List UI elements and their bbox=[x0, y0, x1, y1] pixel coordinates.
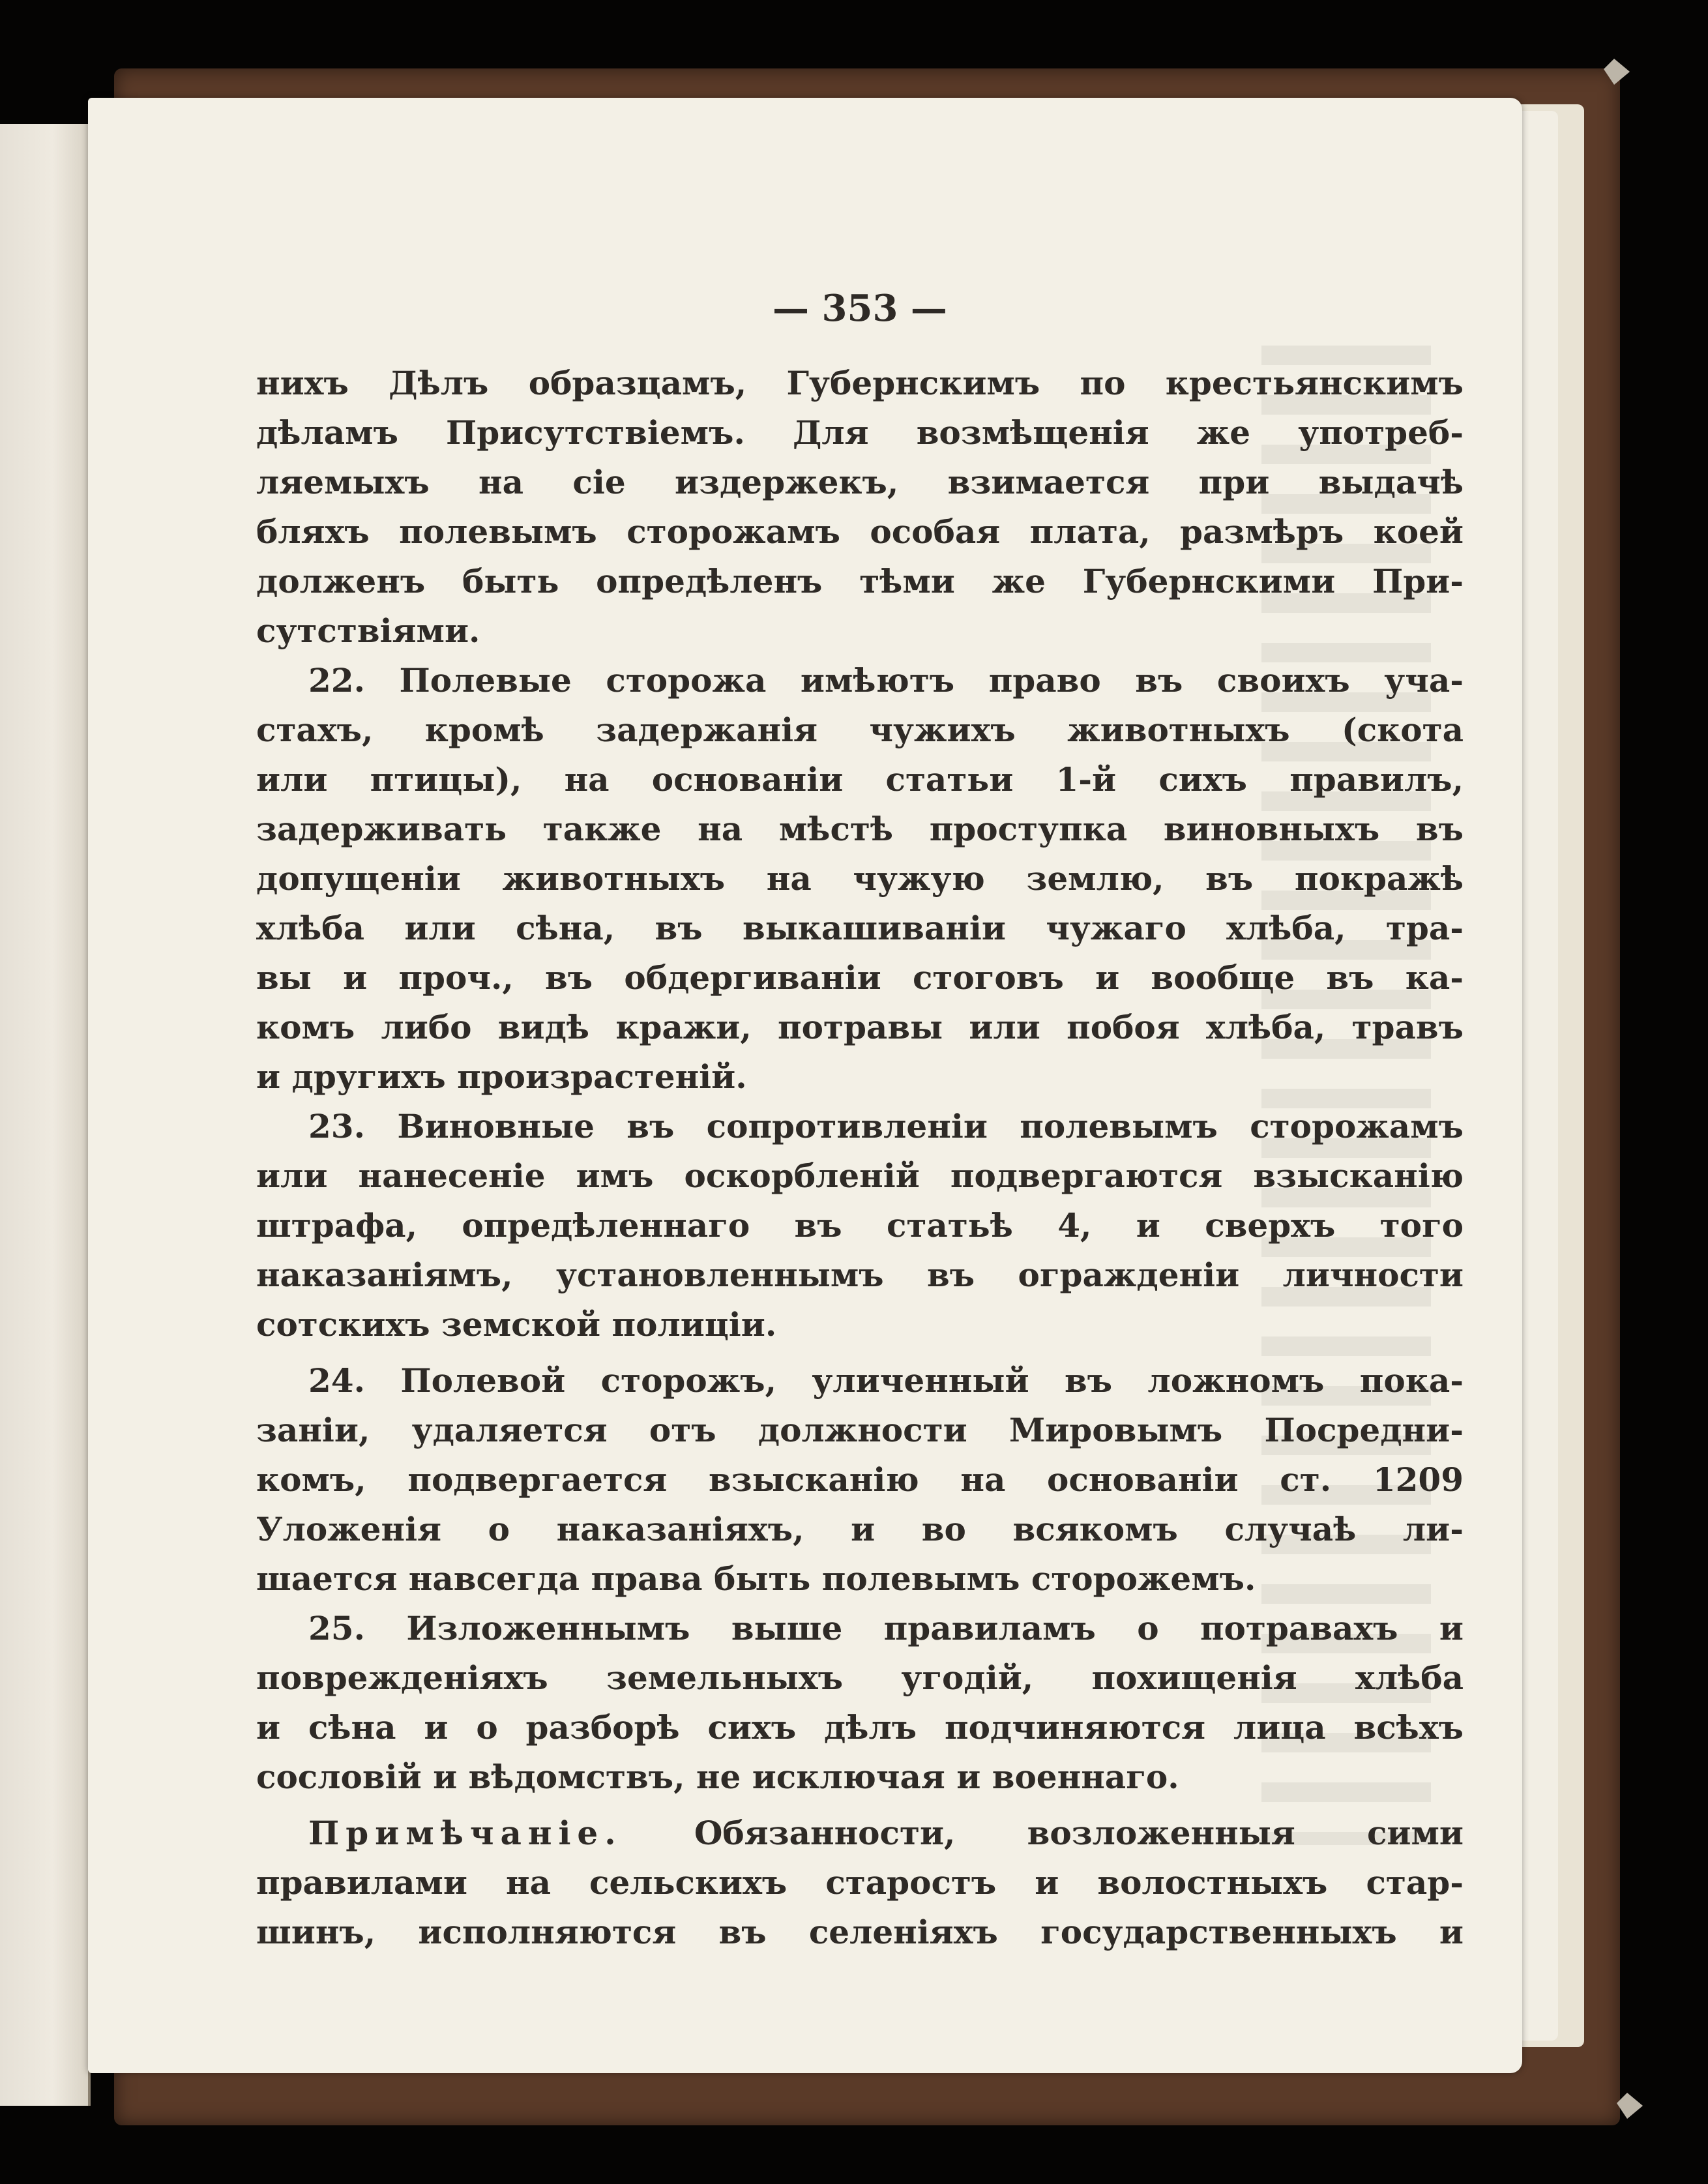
text-line: сутствіями. bbox=[256, 612, 480, 650]
text-line: Уложенія о наказаніяхъ, и во всякомъ случаѣ ли- bbox=[256, 1510, 1464, 1548]
text-line: 24. Полевой сторожъ, уличенный въ ложномъ пока- bbox=[308, 1361, 1464, 1400]
text-line: хлѣба или сѣна, въ выкашиваніи чужаго хлѣба, тра- bbox=[256, 909, 1464, 947]
page-number: — 353 — bbox=[773, 287, 947, 330]
text-line: шинъ, исполняются въ селеніяхъ государственныхъ и bbox=[256, 1913, 1464, 1951]
note-line bbox=[256, 1812, 1464, 1855]
text-line: поврежденіяхъ земельныхъ угодій, похищенія хлѣба bbox=[256, 1659, 1464, 1697]
text-line: допущеніи животныхъ на чужую землю, въ покражѣ bbox=[256, 859, 1464, 898]
text-line: 25. Изложеннымъ выше правиламъ о потравахъ и bbox=[308, 1609, 1464, 1647]
facing-page-edge bbox=[0, 124, 91, 2106]
text-line: комъ либо видѣ кражи, потравы или побоя хлѣба, травъ bbox=[256, 1008, 1464, 1046]
note-text: Обязанности, возложенныя сими bbox=[622, 1814, 1464, 1852]
text-line: наказаніямъ, установленнымъ въ огражденіи личности bbox=[256, 1256, 1464, 1294]
text-line: бляхъ полевымъ сторожамъ особая плата, размѣръ коей bbox=[256, 512, 1464, 551]
corner-clip bbox=[1617, 2093, 1643, 2119]
text-line: или нанесеніе имъ оскорбленій подвергаются взысканію bbox=[256, 1157, 1464, 1195]
text-line: сотскихъ земской полиціи. bbox=[256, 1305, 777, 1344]
text-line: шается навсегда права быть полевымъ сторожемъ. bbox=[256, 1559, 1256, 1598]
note-label: Примѣчаніе. bbox=[308, 1814, 623, 1852]
text-line: комъ, подвергается взысканію на основаніи ст. 1209 bbox=[256, 1460, 1464, 1499]
text-line: дѣламъ Присутствіемъ. Для возмѣщенія же употреб- bbox=[256, 413, 1464, 452]
text-line: долженъ быть опредѣленъ тѣми же Губернскими При- bbox=[256, 562, 1464, 600]
text-line: и другихъ произрастеній. bbox=[256, 1057, 747, 1096]
text-line: нихъ Дѣлъ образцамъ, Губернскимъ по крестьянскимъ bbox=[256, 364, 1464, 402]
text-line: ляемыхъ на сіе издержекъ, взимается при выдачѣ bbox=[256, 463, 1464, 501]
text-line: задерживать также на мѣстѣ проступка виновныхъ въ bbox=[256, 810, 1464, 848]
text-line: 22. Полевые сторожа имѣютъ право въ своихъ уча- bbox=[308, 661, 1464, 700]
text-line: 23. Виновные въ сопротивленіи полевымъ сторожамъ bbox=[308, 1107, 1464, 1145]
book-page bbox=[88, 98, 1522, 2073]
text-line: вы и проч., въ обдергиваніи стоговъ и вообще въ ка- bbox=[256, 958, 1464, 997]
text-line: стахъ, кромѣ задержанія чужихъ животныхъ (скота bbox=[256, 711, 1464, 749]
text-line: и сѣна и о разборѣ сихъ дѣлъ подчиняются лица всѣхъ bbox=[256, 1708, 1464, 1747]
text-line: сословій и вѣдомствъ, не исключая и военнаго. bbox=[256, 1758, 1179, 1796]
text-line: штрафа, опредѣленнаго въ статьѣ 4, и сверхъ того bbox=[256, 1206, 1464, 1245]
text-line: или птицы), на основаніи статьи 1-й сихъ правилъ, bbox=[256, 760, 1464, 799]
text-line: правилами на сельскихъ старостъ и волостныхъ стар- bbox=[256, 1863, 1464, 1902]
text-line: заніи, удаляется отъ должности Мировымъ Посредни- bbox=[256, 1411, 1464, 1449]
